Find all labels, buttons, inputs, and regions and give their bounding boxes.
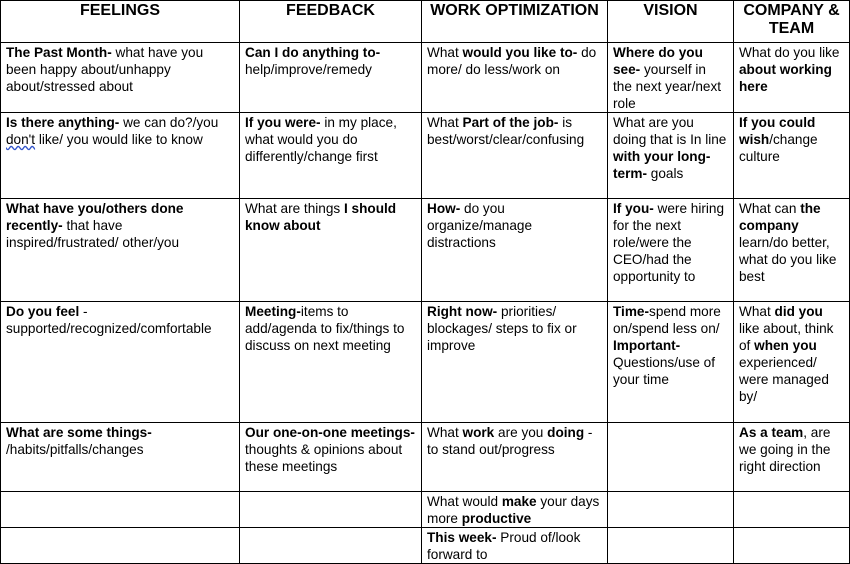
cell-feedback [240,113,422,199]
cell-text: /change culture [739,132,818,164]
header-work-optimization: WORK OPTIMIZATION [422,1,608,43]
cell-text: Our one-on-one meetings- [245,425,415,440]
header-row [1,1,850,43]
cell-text: do you organize/manage distractions [427,201,533,250]
cell-text: when you [754,338,817,353]
cell-text: Proud of/look forward to [427,530,581,562]
cell-work-optimization [422,113,608,199]
cell-text: What have you/others done recently- [6,201,184,233]
cell-text: priorities/ blockages/ steps to fix or improve [427,304,577,353]
cell-work-optimization [422,302,608,423]
cell-text: productive [461,511,532,526]
cell-text: - supported/recognized/comfortable [6,304,212,336]
table-row [1,528,850,564]
cell-work-optimization [422,528,608,564]
cell-feelings [1,113,240,199]
cell-text: do more/ do less/work on [427,45,597,77]
cell-text: What would [427,494,502,509]
cell-text: /habits/pitfalls/changes [6,442,144,457]
cell-work-optimization [422,43,608,113]
cell-text: about working here [739,62,832,94]
cell-text: is best/worst/clear/confusing [427,115,585,147]
cell-text: items to add/agenda to fix/things to discuss on next meeting [245,304,405,353]
cell-text: we can do?/you [119,115,219,130]
cell-text: spend more on/spend less on/ [613,304,721,336]
cell-text: Meeting- [245,304,301,319]
cell-text: your days more [427,494,600,526]
cell-work-optimization [422,423,608,492]
cell-text: don't [6,132,36,147]
cell-text: As a team [739,425,804,440]
cell-text: , are we going in the right direction [739,425,831,474]
cell-text: What [427,45,463,60]
header-feedback: FEEDBACK [240,1,422,43]
header-feelings: FEELINGS [1,1,240,43]
table-row [1,423,850,492]
cell-text: Where do you see- [613,45,703,77]
cell-vision [608,199,734,302]
cell-feedback [240,43,422,113]
cell-work-optimization [422,492,608,528]
cell-text: What [427,115,463,130]
cell-text: learn/do better, what do you like best [739,235,837,284]
cell-text: experienced/ were managed by/ [739,355,829,404]
cell-vision [608,43,734,113]
cell-text: thoughts & opinions about these meetings [245,442,403,474]
cell-text: make [501,494,537,509]
cell-feedback [240,199,422,302]
cell-text: This week- [427,530,497,545]
cell-text: What are you doing that is In line [613,115,727,147]
cell-text: If you- [613,201,654,216]
cell-text: yourself in the next year/next role [613,62,722,111]
cell-vision [608,113,734,199]
cell-text: doing [547,425,585,440]
cell-text: Part of the job- [462,115,559,130]
cell-feedback [240,492,422,528]
cell-text: If you were- [245,115,321,130]
cell-text: in my place, what would you do differently/change first [245,115,397,164]
cell-text: What are some things- [6,425,152,440]
cell-company-team [734,113,850,199]
cell-feelings [1,302,240,423]
cell-text: Do you feel [6,304,80,319]
cell-company-team [734,43,850,113]
cell-text: How- [427,201,461,216]
cell-feedback [240,423,422,492]
cell-feelings [1,43,240,113]
cell-feedback [240,528,422,564]
cell-text: Right now- [427,304,498,319]
cell-text: The Past Month- [6,45,112,60]
cell-text: like about, think of [739,321,834,353]
cell-text: work [462,425,495,440]
cell-text: were hiring for the next role/were the CEO/had the opportunity to [613,201,725,284]
cell-text: What [427,425,463,440]
table-row [1,113,850,199]
cell-text: with your long-term- [613,149,711,181]
cell-feelings [1,492,240,528]
cell-company-team [734,302,850,423]
cell-text: What are things [245,201,344,216]
cell-work-optimization [422,199,608,302]
cell-vision [608,528,734,564]
cell-text: I should know about [245,201,397,233]
table-row [1,302,850,423]
cell-feelings [1,423,240,492]
cell-text: What can [739,201,801,216]
cell-text: like/ you would like to know [35,132,203,147]
cell-text: goals [647,166,684,181]
header-vision: VISION [608,1,734,43]
cell-text: would you like to- [462,45,578,60]
table-row [1,43,850,113]
cell-company-team [734,528,850,564]
cell-text: Important- [613,338,681,353]
table-row [1,492,850,528]
cell-feedback [240,302,422,423]
cell-vision [608,423,734,492]
cell-vision [608,302,734,423]
table-row [1,199,850,302]
cell-text: What do you like [739,45,840,60]
cell-text: -to stand out/progress [427,425,593,457]
cell-text: help/improve/remedy [245,62,372,77]
cell-text: If you could wish [739,115,816,147]
cell-vision [608,492,734,528]
cell-text: Can I do anything to- [245,45,381,60]
cell-text: Is there anything- [6,115,120,130]
cell-company-team [734,199,850,302]
cell-text: are you [494,425,548,440]
table-body [1,43,850,564]
cell-text: did you [774,304,823,319]
cell-text: Time- [613,304,650,319]
cell-feelings [1,199,240,302]
cell-text: What [739,304,775,319]
cell-company-team [734,492,850,528]
cell-text: Questions/use of your time [613,355,716,387]
cell-feelings [1,528,240,564]
cell-text: what have you been happy about/unhappy about/stressed about [6,45,204,94]
cell-company-team [734,423,850,492]
header-company-team: COMPANY & TEAM [734,1,850,43]
cell-text: that have inspired/frustrated/ other/you [6,218,180,250]
cell-text: the company [739,201,821,233]
